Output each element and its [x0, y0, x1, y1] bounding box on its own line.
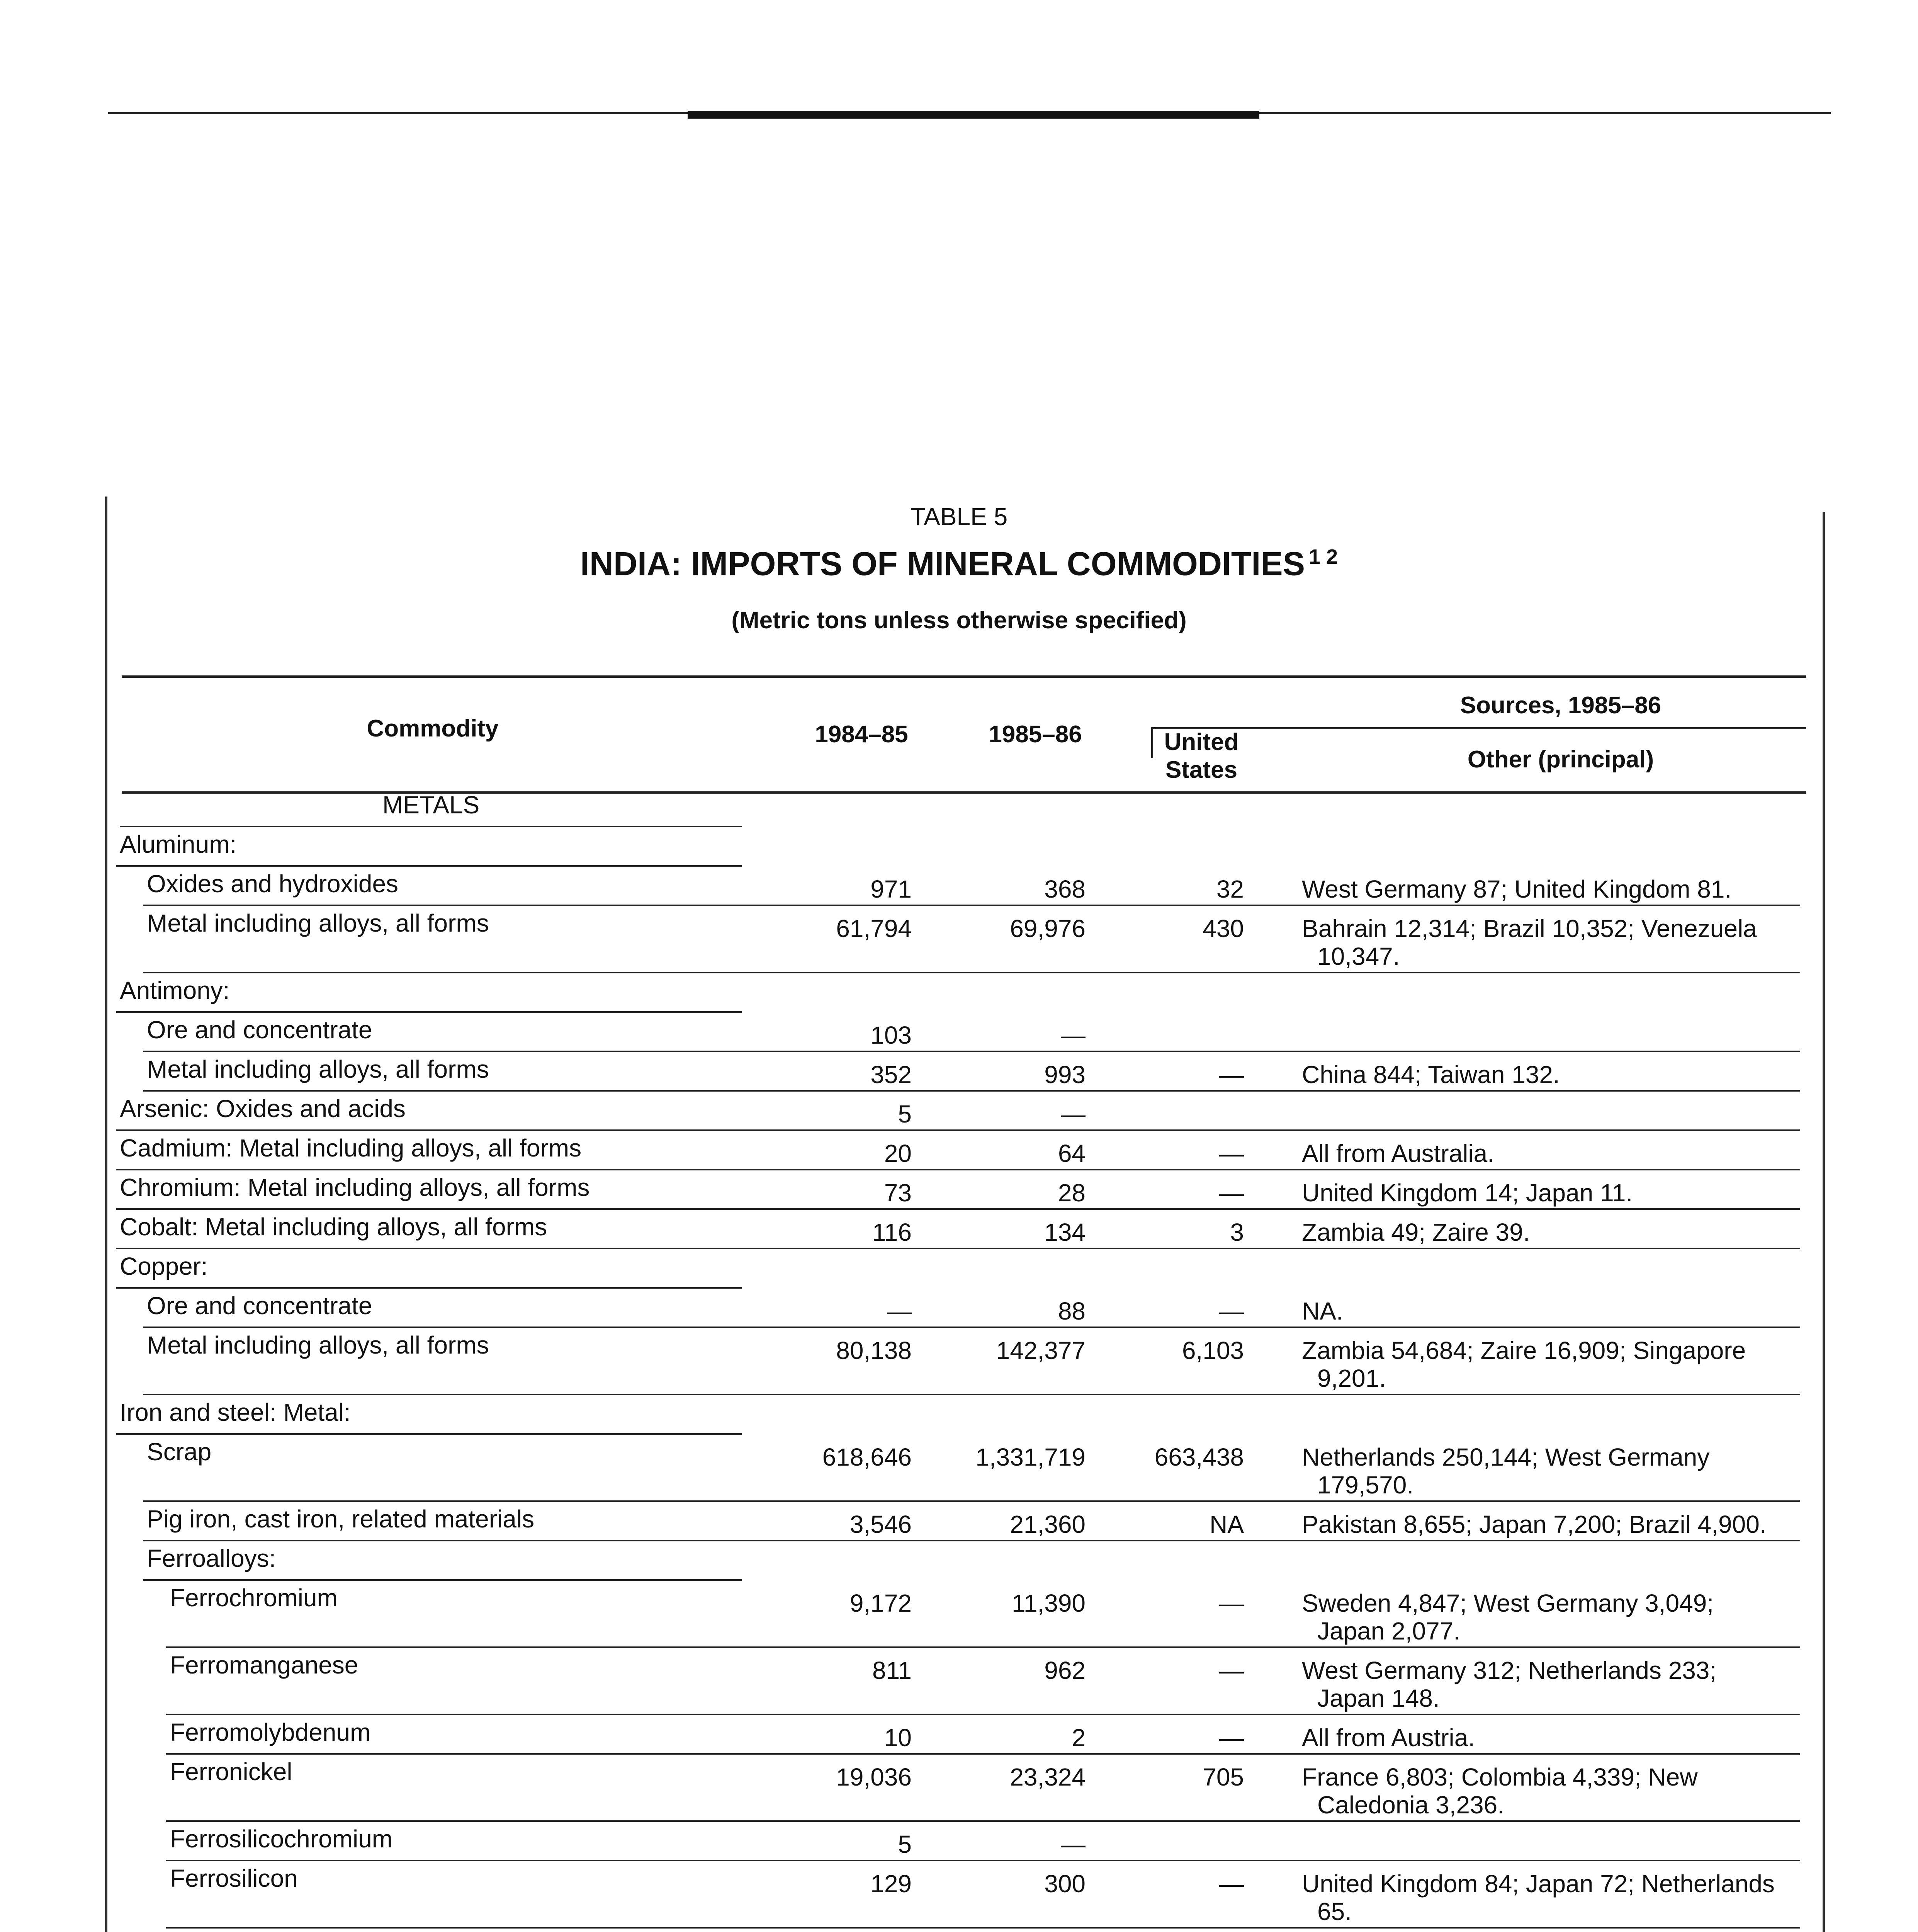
- value-1984-85: 971: [870, 875, 912, 903]
- table-row: [0, 1173, 1918, 1213]
- other-sources: [1302, 1510, 1808, 1538]
- other-sources-line2: 65.: [1317, 1898, 1352, 1925]
- row-rule: [120, 826, 742, 827]
- commodity-name: Pig iron, cast iron, related materials: [147, 1505, 535, 1533]
- value-united-states: —: [1219, 1297, 1244, 1325]
- value-united-states: NA: [1210, 1510, 1244, 1538]
- commodity-name: Chromium: Metal including alloys, all forms: [120, 1173, 590, 1201]
- other-sources-line1: Bahrain 12,314; Brazil 10,352; Venezuela: [1302, 915, 1757, 942]
- row-rule: [166, 1646, 1800, 1648]
- other-sources-line1: Netherlands 250,144; West Germany: [1302, 1443, 1710, 1471]
- commodity-name: Ferroalloys:: [147, 1544, 276, 1572]
- table-row: [0, 909, 1918, 976]
- row-rule: [166, 1860, 1800, 1861]
- header-us-line1: United: [1164, 729, 1239, 755]
- value-1984-85: 618,646: [822, 1443, 912, 1471]
- header-united-states: [1143, 728, 1259, 784]
- table-label: TABLE 5: [910, 503, 1008, 531]
- row-rule: [143, 1579, 742, 1581]
- value-1984-85: —: [887, 1297, 912, 1325]
- row-rule: [116, 1248, 1800, 1249]
- value-1984-85: 3,546: [849, 1510, 912, 1538]
- table-row: [0, 1505, 1918, 1544]
- table-row: [0, 1252, 1918, 1292]
- value-1984-85: 352: [870, 1061, 912, 1088]
- value-1984-85: 811: [872, 1656, 912, 1684]
- value-1985-86: 993: [1044, 1061, 1086, 1088]
- value-1985-86: 1,331,719: [975, 1443, 1086, 1471]
- value-1985-86: 28: [1058, 1179, 1086, 1207]
- other-sources-line2: 9,201.: [1317, 1364, 1386, 1392]
- value-1985-86: —: [1061, 1021, 1086, 1049]
- value-1984-85: 73: [884, 1179, 912, 1207]
- commodity-name: Copper:: [120, 1252, 208, 1280]
- table-row: [0, 1718, 1918, 1758]
- value-united-states: —: [1219, 1139, 1244, 1167]
- header-us-line2: States: [1165, 757, 1238, 783]
- table-title-text: INDIA: IMPORTS OF MINERAL COMMODITIES: [580, 545, 1305, 583]
- value-1985-86: 88: [1058, 1297, 1086, 1325]
- section-heading-row: [0, 791, 1918, 830]
- value-1985-86: 300: [1044, 1870, 1086, 1898]
- value-1984-85: 80,138: [836, 1337, 912, 1364]
- commodity-name: Ferrosilicon: [170, 1864, 298, 1892]
- table-row: [0, 1651, 1918, 1718]
- table-row: [0, 1438, 1918, 1505]
- commodity-name: Aluminum:: [120, 830, 237, 858]
- value-1985-86: 11,390: [1012, 1589, 1086, 1617]
- header-1984-85: 1984–85: [815, 721, 908, 748]
- header-top-rule: [122, 675, 1806, 678]
- row-rule: [116, 1208, 1800, 1210]
- other-sources: [1302, 1589, 1808, 1645]
- row-rule: [143, 1394, 1800, 1395]
- other-sources: [1302, 875, 1808, 903]
- row-rule: [116, 865, 742, 867]
- table-row: [0, 1292, 1918, 1331]
- table-row: [0, 1016, 1918, 1055]
- other-sources: [1302, 1443, 1808, 1499]
- row-rule: [143, 972, 1800, 973]
- other-sources-line2: 10,347.: [1317, 942, 1400, 970]
- commodity-name: Metal including alloys, all forms: [147, 1055, 489, 1083]
- row-rule: [116, 1011, 742, 1013]
- other-sources: [1302, 1656, 1808, 1712]
- header-1985-86: 1985–86: [989, 721, 1082, 748]
- other-sources: [1302, 1724, 1808, 1752]
- other-sources-line1: Zambia 54,684; Zaire 16,909; Singapore: [1302, 1337, 1746, 1364]
- value-united-states: —: [1219, 1656, 1244, 1684]
- value-1985-86: 23,324: [1010, 1763, 1086, 1791]
- value-1985-86: 368: [1044, 875, 1086, 903]
- value-1984-85: 116: [872, 1218, 912, 1246]
- value-united-states: 3: [1230, 1218, 1244, 1246]
- value-1985-86: 134: [1044, 1218, 1086, 1246]
- table-row: [0, 870, 1918, 909]
- table-row: [0, 1864, 1918, 1932]
- other-sources-line2: 179,570.: [1317, 1471, 1414, 1499]
- top-rule-accent: [688, 111, 1259, 119]
- other-sources-line1: All from Austria.: [1302, 1724, 1475, 1752]
- value-united-states: —: [1219, 1061, 1244, 1088]
- commodity-name: Metal including alloys, all forms: [147, 1331, 489, 1359]
- commodity-name: Cobalt: Metal including alloys, all forms: [120, 1213, 547, 1241]
- value-united-states: 663,438: [1154, 1443, 1244, 1471]
- value-united-states: 705: [1203, 1763, 1244, 1791]
- other-sources: [1302, 1297, 1808, 1325]
- commodity-name: Antimony:: [120, 976, 230, 1004]
- row-rule: [116, 1433, 742, 1435]
- value-1985-86: 64: [1058, 1139, 1086, 1167]
- value-1984-85: 5: [898, 1100, 912, 1128]
- table-row: [0, 1398, 1918, 1438]
- commodity-name: Metal including alloys, all forms: [147, 909, 489, 937]
- header-other-principal: Other (principal): [1467, 746, 1654, 773]
- row-rule: [143, 1051, 1800, 1052]
- value-1984-85: 10: [884, 1724, 912, 1752]
- commodity-name: Iron and steel: Metal:: [120, 1398, 351, 1426]
- row-rule: [116, 1129, 1800, 1131]
- table-title-footnotes: 1 2: [1308, 545, 1338, 568]
- value-1985-86: —: [1061, 1830, 1086, 1858]
- table-row: [0, 1331, 1918, 1398]
- table-row: [0, 1825, 1918, 1864]
- row-rule: [143, 905, 1800, 906]
- other-sources: [1302, 1218, 1808, 1246]
- other-sources-line1: United Kingdom 84; Japan 72; Netherlands: [1302, 1870, 1775, 1898]
- table-subtitle: (Metric tons unless otherwise specified): [731, 607, 1187, 634]
- value-1984-85: 5: [898, 1830, 912, 1858]
- header-sources: Sources, 1985–86: [1460, 692, 1661, 719]
- value-1985-86: 142,377: [996, 1337, 1086, 1364]
- value-1984-85: 129: [870, 1870, 912, 1898]
- table-row: [0, 1134, 1918, 1173]
- row-rule: [116, 1169, 1800, 1170]
- other-sources-line1: All from Australia.: [1302, 1139, 1494, 1167]
- table-row: [0, 1584, 1918, 1651]
- other-sources-line1: Pakistan 8,655; Japan 7,200; Brazil 4,900.: [1302, 1510, 1767, 1538]
- value-united-states: 430: [1203, 915, 1244, 942]
- value-1985-86: —: [1061, 1100, 1086, 1128]
- table-title: [0, 545, 1918, 583]
- row-rule: [166, 1714, 1800, 1715]
- commodity-name: Scrap: [147, 1438, 212, 1466]
- other-sources-line1: West Germany 87; United Kingdom 81.: [1302, 875, 1732, 903]
- row-rule: [143, 1540, 1800, 1541]
- other-sources-line1: West Germany 312; Netherlands 233;: [1302, 1656, 1717, 1684]
- row-rule: [166, 1753, 1800, 1755]
- value-1984-85: 9,172: [849, 1589, 912, 1617]
- value-united-states: —: [1219, 1179, 1244, 1207]
- row-rule: [143, 1500, 1800, 1502]
- other-sources-line1: United Kingdom 14; Japan 11.: [1302, 1179, 1633, 1207]
- commodity-name: Arsenic: Oxides and acids: [120, 1095, 406, 1122]
- value-1985-86: 69,976: [1010, 915, 1086, 942]
- other-sources-line1: Sweden 4,847; West Germany 3,049;: [1302, 1589, 1714, 1617]
- row-rule: [143, 1090, 1800, 1092]
- row-rule: [116, 1287, 742, 1289]
- other-sources-line1: Zambia 49; Zaire 39.: [1302, 1218, 1530, 1246]
- row-rule: [166, 1927, 1800, 1929]
- value-1985-86: 962: [1044, 1656, 1086, 1684]
- other-sources: [1302, 1179, 1808, 1207]
- other-sources: [1302, 1061, 1808, 1088]
- value-1984-85: 61,794: [836, 915, 912, 942]
- commodity-name: Ferromanganese: [170, 1651, 358, 1679]
- other-sources: [1302, 1337, 1808, 1392]
- table-row: [0, 1095, 1918, 1134]
- row-rule: [166, 1820, 1800, 1822]
- row-rule: [143, 1327, 1800, 1328]
- table-row: [0, 830, 1918, 870]
- other-sources-line1: China 844; Taiwan 132.: [1302, 1061, 1560, 1088]
- commodity-name: Cadmium: Metal including alloys, all forms: [120, 1134, 582, 1162]
- commodity-name: Oxides and hydroxides: [147, 870, 399, 898]
- value-1984-85: 19,036: [836, 1763, 912, 1791]
- commodity-name: Ore and concentrate: [147, 1016, 372, 1044]
- section-heading: METALS: [382, 791, 480, 819]
- table-row: [0, 1544, 1918, 1584]
- commodity-name: Ferromolybdenum: [170, 1718, 371, 1746]
- value-1984-85: 20: [884, 1139, 912, 1167]
- other-sources-line1: France 6,803; Colombia 4,339; New: [1302, 1763, 1698, 1791]
- commodity-name: Ferrochromium: [170, 1584, 338, 1612]
- table-row: [0, 976, 1918, 1016]
- value-united-states: 6,103: [1182, 1337, 1244, 1364]
- other-sources: [1302, 1870, 1808, 1925]
- table-row: [0, 1055, 1918, 1095]
- table-row: [0, 1758, 1918, 1825]
- commodity-name: Ferronickel: [170, 1758, 292, 1786]
- other-sources: [1302, 1763, 1808, 1819]
- value-1985-86: 2: [1072, 1724, 1086, 1752]
- value-united-states: 32: [1216, 875, 1244, 903]
- commodity-name: Ferrosilicochromium: [170, 1825, 393, 1853]
- value-1984-85: 103: [870, 1021, 912, 1049]
- value-1985-86: 21,360: [1010, 1510, 1086, 1538]
- table-row: [0, 1213, 1918, 1252]
- commodity-name: Ore and concentrate: [147, 1292, 372, 1320]
- other-sources: [1302, 1139, 1808, 1167]
- other-sources-line2: Japan 2,077.: [1317, 1617, 1461, 1645]
- value-united-states: —: [1219, 1724, 1244, 1752]
- value-united-states: —: [1219, 1870, 1244, 1898]
- other-sources-line2: Japan 148.: [1317, 1684, 1440, 1712]
- other-sources: [1302, 915, 1808, 970]
- value-united-states: —: [1219, 1589, 1244, 1617]
- other-sources-line2: Caledonia 3,236.: [1317, 1791, 1504, 1819]
- other-sources-line1: NA.: [1302, 1297, 1343, 1325]
- header-commodity: Commodity: [367, 715, 499, 742]
